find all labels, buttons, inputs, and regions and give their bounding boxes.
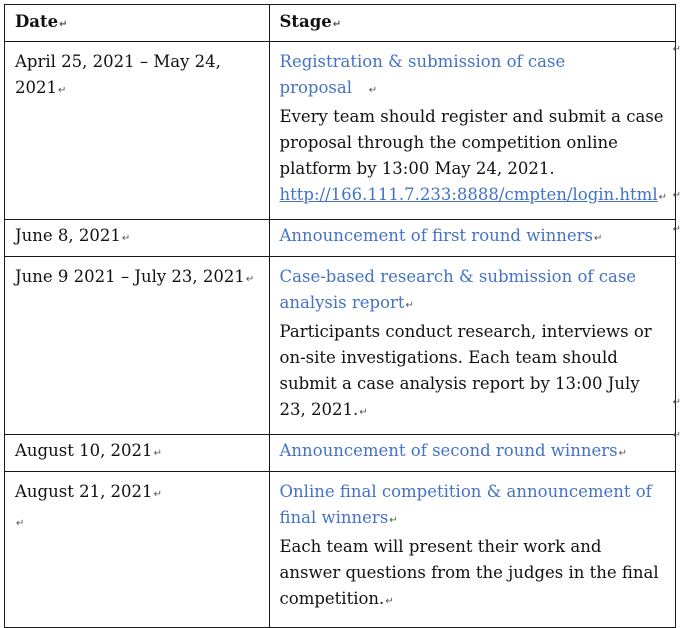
paragraph-mark-icon: ↵ (385, 596, 394, 607)
end-of-row-mark-icon: ↵ (672, 397, 681, 408)
table-row (5, 42, 676, 220)
stage-title: Announcement of first round winners (279, 226, 593, 245)
table-row (5, 472, 676, 628)
row-date: June 9 2021 – July 23, 2021 (15, 267, 245, 286)
date-cell (5, 42, 270, 220)
stage-cell (269, 472, 675, 628)
login-link[interactable]: http://166.111.7.233:8888/cmpten/login.html (279, 185, 658, 204)
end-of-row-mark-icon: ↵ (672, 430, 681, 441)
paragraph-mark-icon: ↵ (405, 300, 414, 311)
paragraph-mark-icon: ↵ (658, 192, 667, 203)
stage-cell (269, 257, 675, 435)
stage-header-cell (269, 5, 675, 42)
stage-cell (269, 220, 675, 257)
paragraph-mark-icon: ↵ (58, 85, 67, 96)
date-cell (5, 257, 270, 435)
stage-description: Participants conduct research, interviews or on-site investigations. Each team should submit a case analysis report by 13:00 July 23, 2021. (279, 322, 652, 419)
end-of-row-mark-icon: ↵ (672, 224, 681, 235)
date-header: Date (15, 12, 59, 31)
end-of-row-mark-icon: ↵ (672, 190, 681, 201)
paragraph-mark-icon: ↵ (59, 19, 68, 30)
paragraph-mark-icon: ↵ (359, 407, 368, 418)
date-cell (5, 435, 270, 472)
paragraph-mark-icon: ↵ (153, 448, 162, 459)
paragraph-mark-icon: ↵ (16, 518, 25, 529)
row-date: April 25, 2021 – May 24, 2021 (15, 52, 221, 97)
date-cell (5, 220, 270, 257)
paragraph-mark-icon: ↵ (618, 448, 627, 459)
stage-cell (269, 42, 675, 220)
paragraph-mark-icon: ↵ (121, 233, 131, 244)
row-date: August 10, 2021 (15, 441, 153, 460)
stage-title: Online final competition & announcement of final winners (279, 482, 652, 527)
stage-title: Announcement of second round winners (279, 441, 618, 460)
date-header-cell (5, 5, 270, 42)
table-header-row (5, 5, 676, 42)
paragraph-mark-icon: ↵ (245, 274, 255, 285)
stage-cell (269, 435, 675, 472)
stage-description: Each team will present their work and answer questions from the judges in the final competition. (279, 537, 659, 608)
paragraph-mark-icon: ↵ (153, 489, 162, 500)
table-row (5, 257, 676, 435)
stage-description: Every team should register and submit a case proposal through the competition online platform by 13:00 May 24, 2021. (279, 107, 664, 178)
paragraph-mark-icon: ↵ (389, 515, 398, 526)
schedule-table (4, 4, 676, 628)
paragraph-mark-icon: ↵ (332, 19, 342, 30)
stage-title: Case-based research & submission of case analysis report (279, 267, 637, 312)
paragraph-mark-icon: ↵ (593, 233, 603, 244)
end-of-row-mark-icon: ↵ (672, 44, 681, 55)
row-date: June 8, 2021 (15, 226, 121, 245)
table-row (5, 220, 676, 257)
table-row (5, 435, 676, 472)
paragraph-mark-icon: ↵ (368, 85, 378, 96)
stage-header: Stage (279, 12, 332, 31)
date-cell (5, 472, 270, 628)
stage-title: Registration & submission of case proposal (279, 52, 566, 97)
row-date: August 21, 2021 (15, 482, 153, 501)
